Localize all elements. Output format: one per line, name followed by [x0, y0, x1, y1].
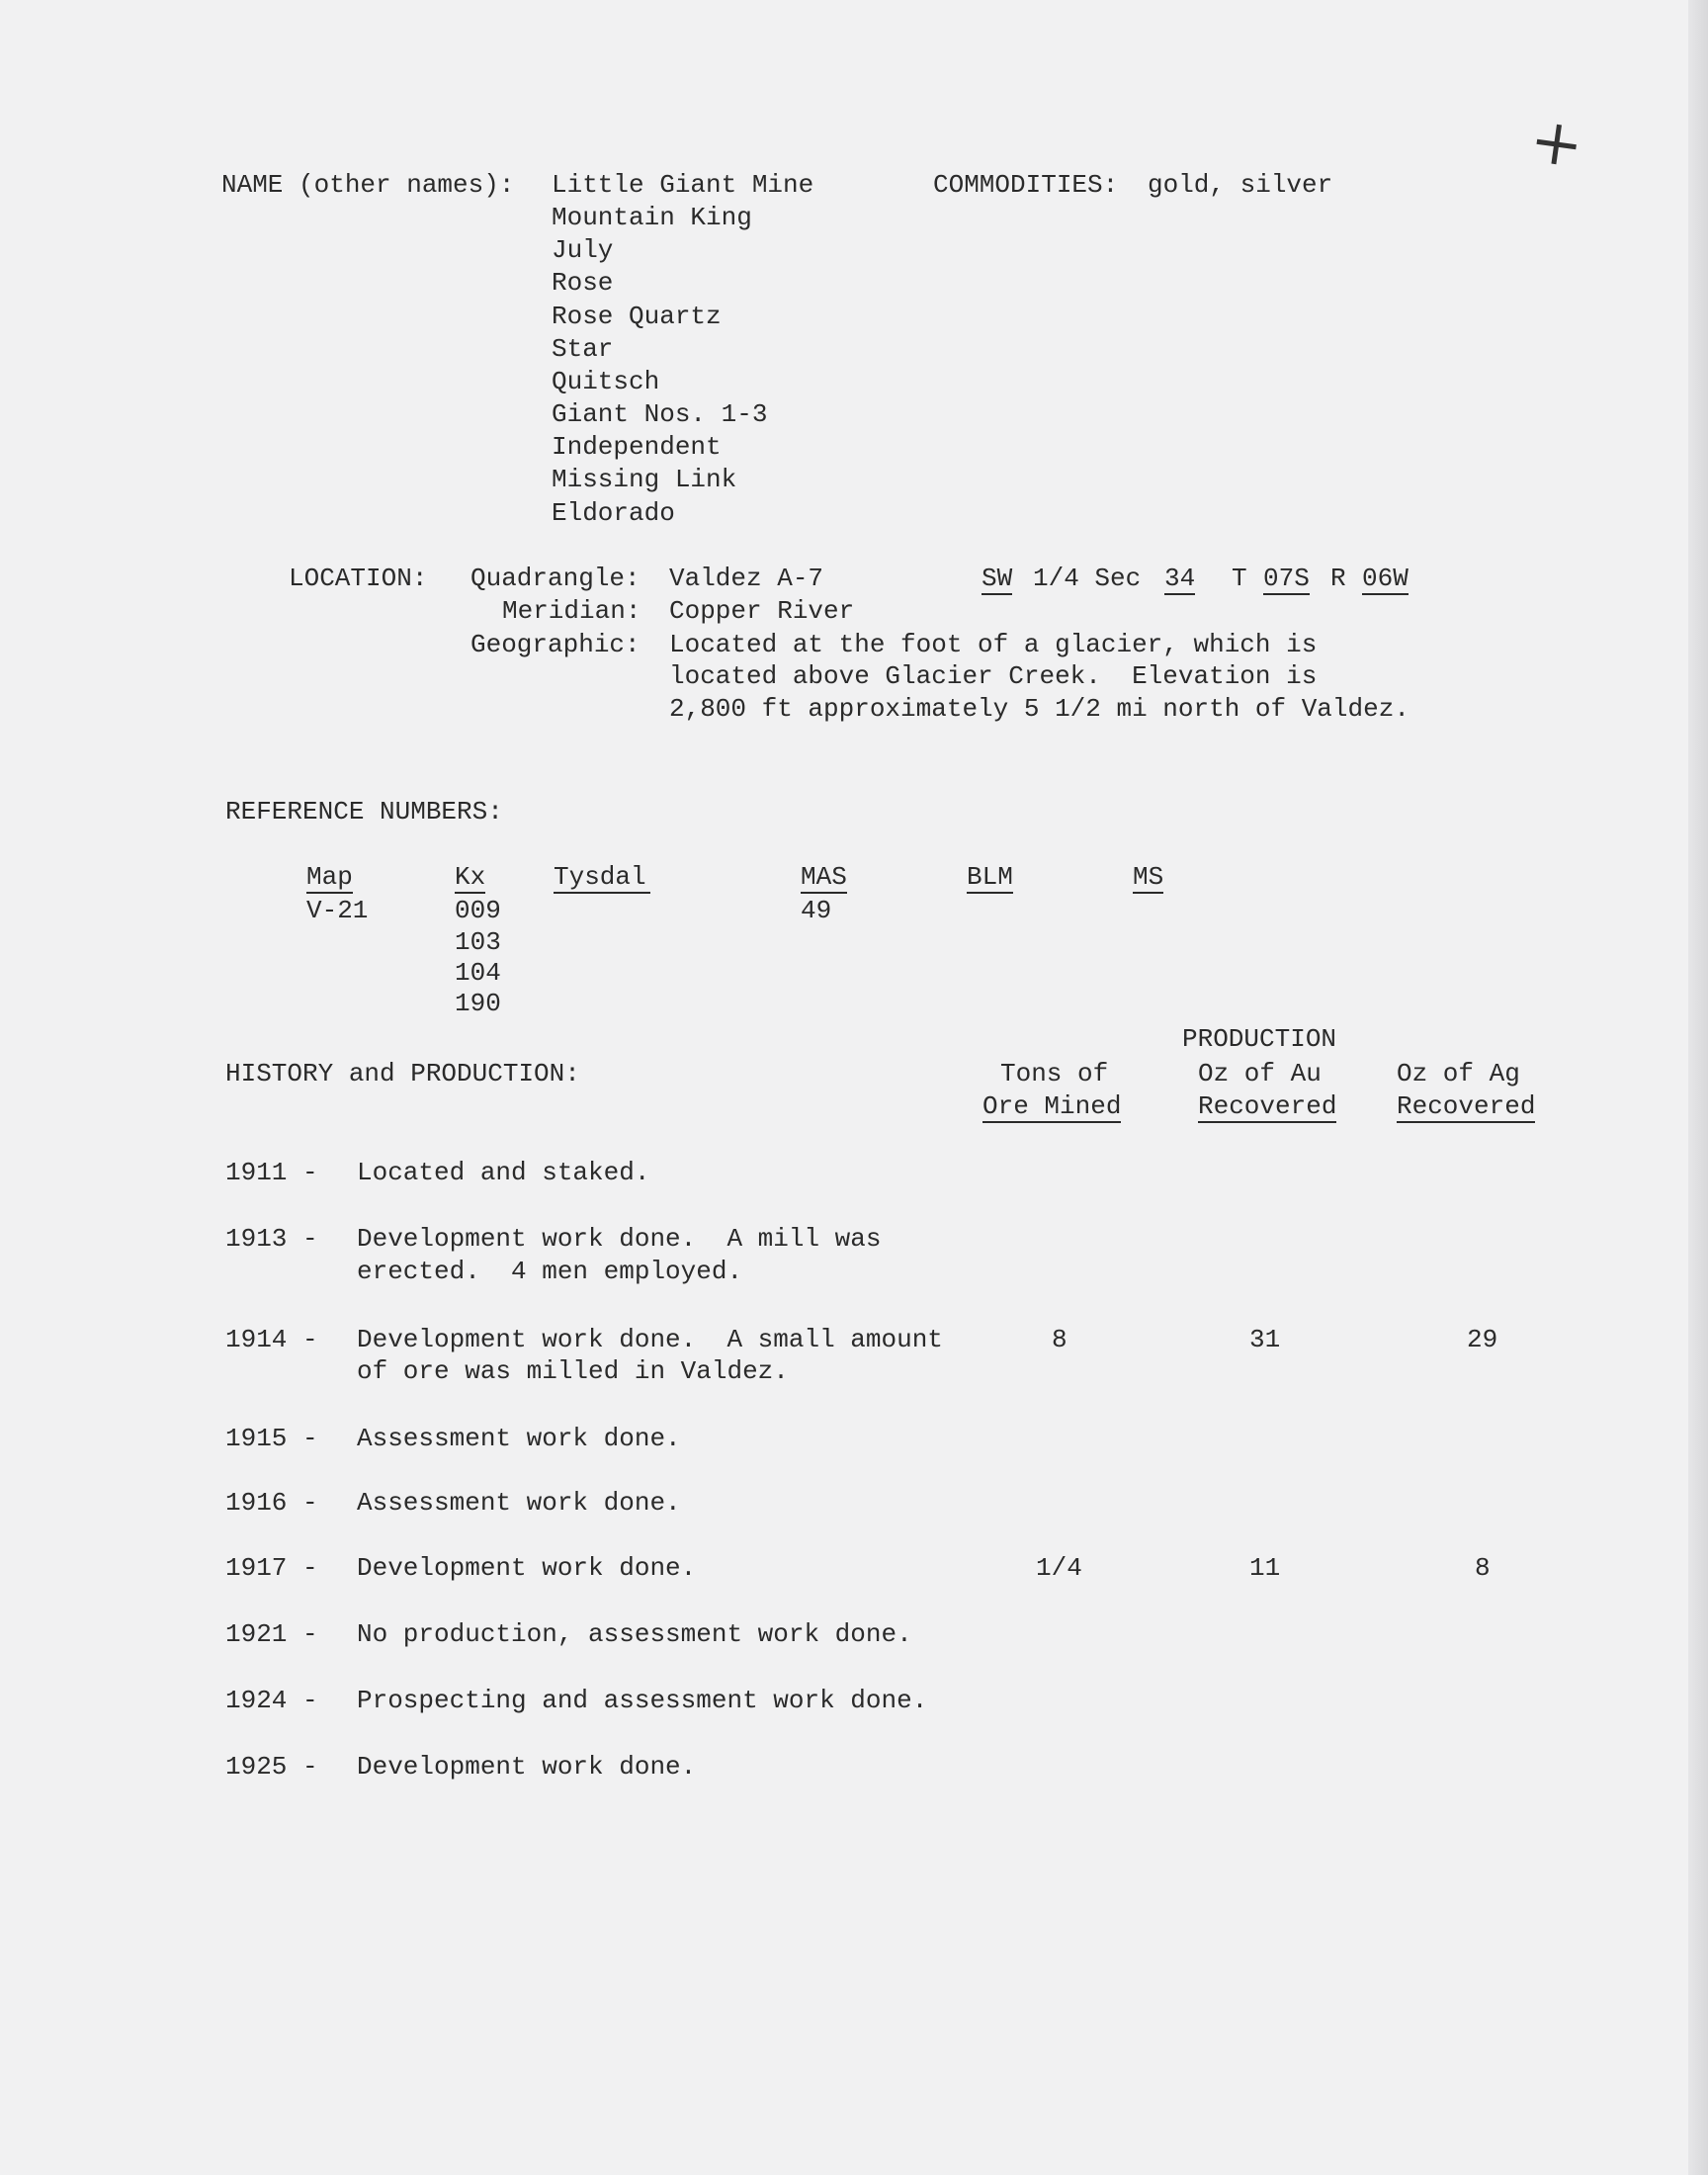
entry-text: Prospecting and assessment work done. — [357, 1686, 928, 1715]
entry-text: Development work done. — [357, 1553, 697, 1583]
entry-text: Development work done. A mill was — [357, 1224, 882, 1254]
ref-header-blm: BLM — [967, 862, 1013, 892]
entry-year: 1921 - — [225, 1619, 318, 1649]
ref-header-kx: Kx — [455, 862, 486, 892]
range-label: R — [1330, 564, 1346, 593]
col-tons-line-0: Tons of — [1000, 1059, 1109, 1088]
quarter-value: SW — [982, 564, 1013, 593]
entry-text: Development work done. — [357, 1752, 697, 1782]
reference-label: REFERENCE NUMBERS: — [225, 797, 503, 826]
entry-text: of ore was milled in Valdez. — [357, 1356, 789, 1386]
page-edge-shadow — [1688, 0, 1708, 2175]
name-5: Star — [552, 334, 614, 364]
entry-year: 1914 - — [225, 1325, 318, 1354]
entry-year: 1916 - — [225, 1488, 318, 1518]
name-10: Eldorado — [552, 498, 675, 528]
meridian-label: Meridian: — [502, 596, 641, 626]
entry-text: erected. 4 men employed. — [357, 1257, 743, 1286]
entry-year: 1911 - — [225, 1158, 318, 1187]
col-tons-line-1: Ore Mined — [982, 1091, 1122, 1121]
ref-header-mas: MAS — [801, 862, 847, 892]
entry-text: Assessment work done. — [357, 1424, 681, 1453]
name-label: NAME (other names): — [221, 170, 515, 200]
entry-au: 31 — [1249, 1325, 1281, 1354]
quadrangle-value: Valdez A-7 — [669, 564, 824, 593]
section-value: 34 — [1164, 564, 1196, 593]
name-2: July — [552, 235, 614, 265]
commodities-label: COMMODITIES: — [933, 170, 1119, 200]
entry-year: 1924 - — [225, 1686, 318, 1715]
entry-year: 1925 - — [225, 1752, 318, 1782]
col-au-line-1: Recovered — [1198, 1091, 1337, 1121]
handwritten-mark: + — [1525, 103, 1588, 184]
geographic-label: Geographic: — [470, 630, 640, 659]
entry-au: 11 — [1249, 1553, 1281, 1583]
ref-mas-0: 49 — [801, 896, 832, 925]
entry-year: 1913 - — [225, 1224, 318, 1254]
commodities-value: gold, silver — [1148, 170, 1333, 200]
name-7: Giant Nos. 1-3 — [552, 399, 768, 429]
ref-kx-3: 190 — [455, 989, 501, 1018]
quadrangle-label: Quadrangle: — [470, 564, 640, 593]
range-value: 06W — [1362, 564, 1409, 593]
geographic-line-2: 2,800 ft approximately 5 1/2 mi north of Valdez. — [669, 694, 1409, 724]
ref-header-ms: MS — [1133, 862, 1164, 892]
name-6: Quitsch — [552, 367, 660, 396]
col-ag-line-0: Oz of Ag — [1397, 1059, 1520, 1088]
geographic-line-1: located above Glacier Creek. Elevation is — [669, 661, 1318, 691]
meridian-value: Copper River — [669, 596, 855, 626]
ref-map-0: V-21 — [306, 896, 369, 925]
township-value: 07S — [1263, 564, 1310, 593]
history-label: HISTORY and PRODUCTION: — [225, 1059, 580, 1088]
name-4: Rose Quartz — [552, 302, 722, 331]
col-ag-line-1: Recovered — [1397, 1091, 1536, 1121]
entry-text: Assessment work done. — [357, 1488, 681, 1518]
entry-year: 1915 - — [225, 1424, 318, 1453]
geographic-line-0: Located at the foot of a glacier, which is — [669, 630, 1318, 659]
entry-tons: 1/4 — [1036, 1553, 1082, 1583]
ref-header-tysdal: Tysdal — [554, 864, 650, 894]
production-header: PRODUCTION — [1182, 1024, 1337, 1054]
name-3: Rose — [552, 268, 614, 298]
entry-text: No production, assessment work done. — [357, 1619, 912, 1649]
ref-kx-2: 104 — [455, 958, 501, 988]
entry-text: Development work done. A small amount — [357, 1325, 943, 1354]
name-1: Mountain King — [552, 203, 752, 232]
ref-kx-0: 009 — [455, 896, 501, 925]
quarter-sec-text: 1/4 Sec — [1033, 564, 1142, 593]
col-au-line-0: Oz of Au — [1198, 1059, 1322, 1088]
ref-kx-1: 103 — [455, 927, 501, 957]
entry-text: Located and staked. — [357, 1158, 650, 1187]
name-8: Independent — [552, 432, 722, 462]
name-0: Little Giant Mine — [552, 170, 814, 200]
entry-year: 1917 - — [225, 1553, 318, 1583]
entry-ag: 29 — [1467, 1325, 1498, 1354]
ref-header-map: Map — [306, 862, 353, 892]
entry-tons: 8 — [1052, 1325, 1068, 1354]
township-label: T — [1232, 564, 1247, 593]
name-9: Missing Link — [552, 465, 737, 494]
location-label: LOCATION: — [289, 564, 428, 593]
entry-ag: 8 — [1475, 1553, 1491, 1583]
